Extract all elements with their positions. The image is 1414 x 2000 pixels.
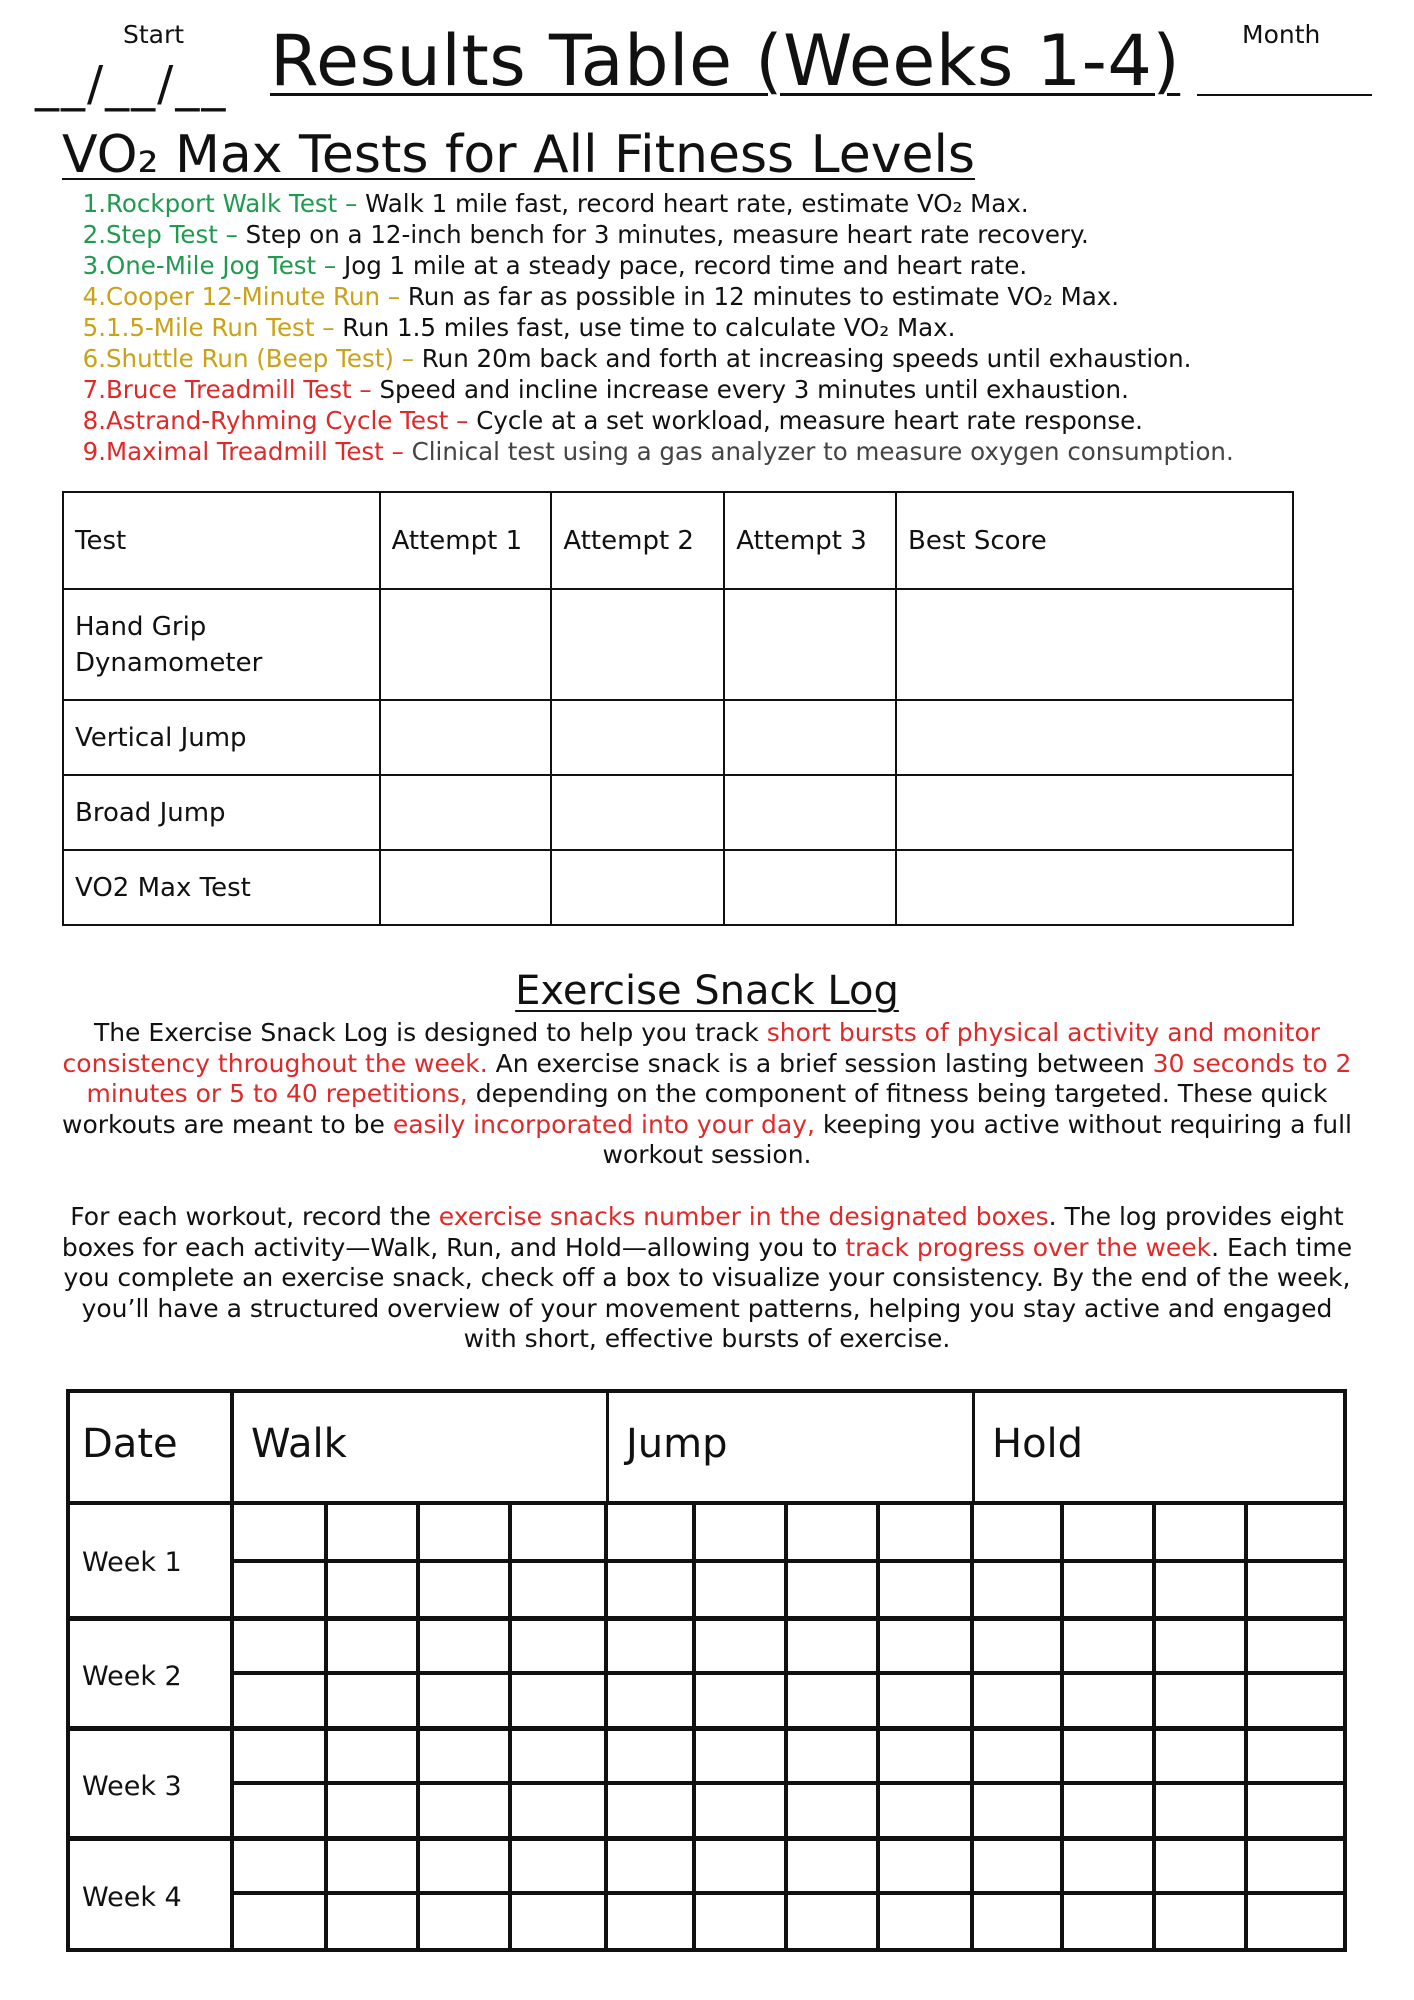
list-item [78, 405, 1234, 436]
item-number: 8. [82, 406, 106, 435]
item-number: 3. [82, 251, 106, 280]
para-text: The Exercise Snack Log is designed to help you track [93, 1018, 767, 1047]
para-highlight: exercise snacks number in the designated boxes [438, 1202, 1049, 1231]
test-name-cell: Vertical Jump [63, 700, 380, 775]
test-name: Shuttle Run (Beep Test) – [106, 344, 414, 373]
table-row [63, 775, 1293, 850]
attempt-3-cell[interactable] [724, 850, 896, 925]
attempt-1-cell[interactable] [380, 850, 552, 925]
snack-log-grid [66, 1389, 1347, 1952]
test-name-cell: VO2 Max Test [63, 850, 380, 925]
start-date-blank-text: __/__/__ [35, 56, 228, 112]
snack-log-title: Exercise Snack Log [515, 968, 899, 1014]
month-blank[interactable] [1197, 94, 1372, 96]
test-name: One-Mile Jog Test – [106, 251, 337, 280]
list-item [78, 219, 1234, 250]
start-label: Start [123, 20, 185, 49]
item-number: 6. [82, 344, 106, 373]
para-text: An exercise snack is a brief session lasting between [487, 1048, 1153, 1078]
week-2-label: Week 2 [82, 1661, 182, 1692]
para-highlight: track progress over the week [845, 1232, 1212, 1262]
para-highlight: 30 seconds to 2 minutes or 5 to 40 repetitions, [86, 1048, 1352, 1108]
attempt-3-cell[interactable] [724, 700, 896, 775]
table-row [63, 589, 1293, 700]
attempt-3-cell[interactable] [724, 589, 896, 700]
attempt-2-cell[interactable] [551, 589, 724, 700]
month-label: Month [1242, 20, 1321, 49]
test-description: Run as far as possible in 12 minutes to estimate VO₂ Max. [407, 282, 1120, 311]
divider [606, 1389, 609, 1501]
start-date-blank[interactable] [35, 56, 275, 112]
header-best-score: Best Score [896, 492, 1293, 589]
item-number: 9. [82, 437, 106, 466]
hold-header: Hold [992, 1421, 1084, 1467]
best-score-cell[interactable] [896, 850, 1293, 925]
list-item [78, 343, 1234, 374]
checkbox-grid-lines [234, 1505, 1343, 1948]
week-4-label: Week 4 [82, 1882, 182, 1913]
test-name: Cooper 12-Minute Run – [106, 282, 401, 311]
best-score-cell[interactable] [896, 589, 1293, 700]
test-name-cell: Broad Jump [63, 775, 380, 850]
attempt-3-cell[interactable] [724, 775, 896, 850]
date-header: Date [82, 1421, 178, 1467]
test-description: Speed and incline increase every 3 minutes until exhaustion. [379, 375, 1129, 404]
list-item [78, 312, 1234, 343]
list-item [78, 188, 1234, 219]
para-text: keeping you active without requiring a full workout session. [602, 1109, 1352, 1169]
test-name-line: Dynamometer [75, 647, 263, 678]
test-name: Bruce Treadmill Test – [106, 375, 372, 404]
header-test: Test [63, 492, 380, 589]
best-score-cell[interactable] [896, 775, 1293, 850]
attempt-2-cell[interactable] [551, 850, 724, 925]
attempt-2-cell[interactable] [551, 700, 724, 775]
week-3-label: Week 3 [82, 1771, 182, 1802]
table-row [63, 850, 1293, 925]
para-highlight: short bursts of physical activity and monitor consistency throughout the week. [62, 1018, 1321, 1078]
header-attempt-3: Attempt 3 [724, 492, 896, 589]
para-highlight: easily incorporated into your day, [392, 1109, 815, 1139]
attempt-2-cell[interactable] [551, 775, 724, 850]
item-number: 4. [82, 282, 106, 311]
test-description: Cycle at a set workload, measure heart rate response. [476, 406, 1143, 435]
item-number: 1. [82, 189, 106, 218]
snack-log-intro-paragraph [60, 1018, 1354, 1171]
test-name: 1.5-Mile Run Test – [106, 313, 335, 342]
results-table [62, 491, 1294, 926]
item-number: 5. [82, 313, 106, 342]
test-name: Rockport Walk Test – [106, 189, 358, 218]
test-description: Step on a 12-inch bench for 3 minutes, measure heart rate recovery. [245, 220, 1089, 249]
list-item [78, 250, 1234, 281]
list-item [78, 281, 1234, 312]
best-score-cell[interactable] [896, 700, 1293, 775]
vo2-section-title: VO₂ Max Tests for All Fitness Levels [62, 125, 976, 185]
test-description: Walk 1 mile fast, record heart rate, estimate VO₂ Max. [365, 189, 1029, 218]
jump-header: Jump [626, 1421, 728, 1467]
attempt-1-cell[interactable] [380, 775, 552, 850]
vo2-test-list [78, 188, 1234, 467]
attempt-1-cell[interactable] [380, 700, 552, 775]
snack-log-instructions-paragraph [60, 1202, 1354, 1355]
item-number: 7. [82, 375, 106, 404]
table-header-row [63, 492, 1293, 589]
test-description: Run 1.5 miles fast, use time to calculate VO₂ Max. [342, 313, 956, 342]
test-description: Run 20m back and forth at increasing speeds until exhaustion. [421, 344, 1192, 373]
header-attempt-2: Attempt 2 [551, 492, 724, 589]
test-name: Maximal Treadmill Test – [106, 437, 404, 466]
test-name-line: Hand Grip [75, 611, 207, 642]
week-1-label: Week 1 [82, 1547, 182, 1578]
list-item [78, 436, 1234, 467]
divider [972, 1389, 975, 1501]
walk-header: Walk [251, 1421, 347, 1467]
test-description: Clinical test using a gas analyzer to measure oxygen consumption. [411, 437, 1234, 466]
para-text: . The log provides eight boxes for each activity—Walk, Run, and Hold—allowing you to [61, 1202, 1344, 1262]
test-name: Step Test – [106, 220, 238, 249]
para-text: depending on the component of fitness being targeted. These quick workouts are meant to be [62, 1079, 1328, 1139]
list-item [78, 374, 1234, 405]
item-number: 2. [82, 220, 106, 249]
test-name: Astrand-Ryhming Cycle Test – [106, 406, 469, 435]
para-text: For each workout, record the [70, 1202, 439, 1231]
test-name-cell [63, 589, 380, 700]
checkbox-grid [234, 1505, 1343, 1948]
para-text: . Each time you complete an exercise snack, check off a box to visualize your consistency. By the end of the week, you’ll have a structured overview of your movement patterns, helping you stay active and engaged with short, effective bursts of exercise. [63, 1232, 1353, 1353]
attempt-1-cell[interactable] [380, 589, 552, 700]
test-description: Jog 1 mile at a steady pace, record time and heart rate. [343, 251, 1028, 280]
table-row [63, 700, 1293, 775]
page-title: Results Table (Weeks 1-4) [270, 20, 1181, 102]
header-attempt-1: Attempt 1 [380, 492, 552, 589]
